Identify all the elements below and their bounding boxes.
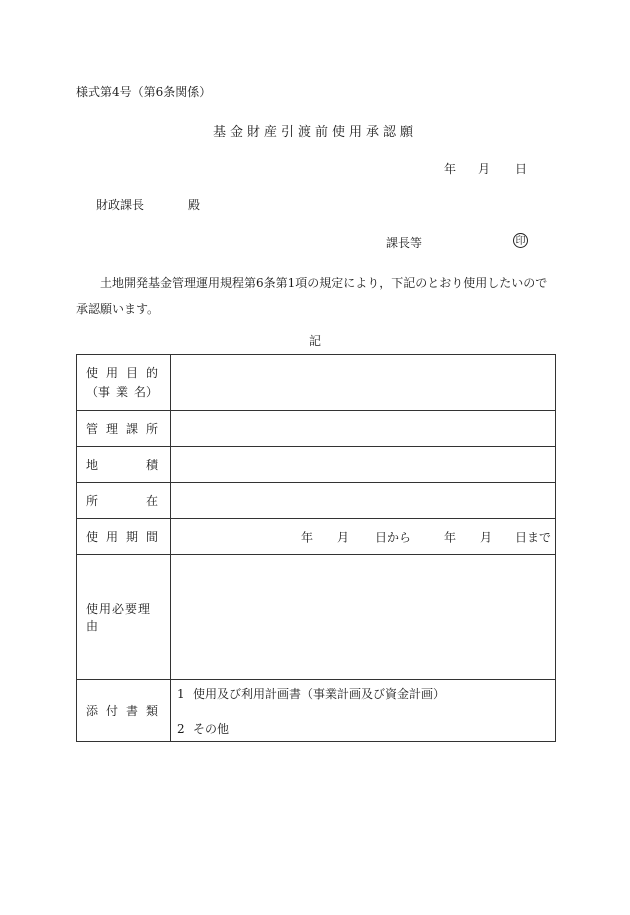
date-day: 日	[515, 162, 528, 176]
period-from-month: 月	[337, 530, 350, 544]
label-char: 課	[125, 422, 138, 436]
label-char: 間	[145, 530, 158, 544]
value-period[interactable]	[171, 519, 556, 555]
label-area	[77, 447, 171, 483]
detail-table	[76, 354, 556, 742]
label-char: 用	[105, 530, 118, 544]
row-location	[77, 483, 556, 519]
date-line	[444, 160, 527, 177]
row-dept	[77, 411, 556, 447]
label-char: 目	[125, 365, 138, 380]
value-reason[interactable]	[171, 555, 556, 680]
label-attachments	[77, 680, 171, 742]
label-char: 使	[86, 530, 99, 544]
value-purpose[interactable]	[171, 355, 556, 411]
row-purpose	[77, 355, 556, 411]
label-purpose-line1	[86, 364, 158, 383]
row-attachments	[77, 680, 556, 742]
value-location[interactable]	[171, 483, 556, 519]
label-char: 名）	[133, 384, 158, 399]
label-location	[77, 483, 171, 519]
label-purpose-line2	[86, 383, 158, 402]
value-attachments	[171, 680, 556, 742]
addressee-honorific: 殿	[188, 198, 201, 212]
value-dept[interactable]	[171, 411, 556, 447]
addressee-name: 財政課長	[96, 198, 145, 212]
attachment-text: 使用及び利用計画書（事業計画及び資金計画）	[193, 687, 446, 701]
document-title: 基金財産引渡前使用承認願	[212, 125, 417, 140]
form-number: 様式第4号（第6条関係）	[76, 85, 212, 99]
ki-heading: 記	[308, 334, 321, 348]
period-from-day: 日から	[375, 530, 412, 544]
label-char: 管	[86, 422, 99, 436]
period-to-year: 年	[444, 530, 457, 544]
label-char: 用	[105, 365, 118, 380]
attachment-num: 1	[177, 687, 185, 701]
label-reason	[77, 555, 171, 680]
attachment-item	[177, 720, 229, 737]
label-dept	[77, 411, 171, 447]
value-area[interactable]	[171, 447, 556, 483]
label-char: 理	[105, 422, 118, 436]
body-text: 土地開発基金管理運用規程第6条第1項の規定により，下記のとおり使用したいので承認願います。	[76, 276, 548, 316]
label-char: 所	[145, 422, 158, 436]
label-char: 使	[86, 365, 99, 380]
label-char: 類	[145, 704, 158, 718]
attachment-item	[177, 685, 445, 702]
row-reason	[77, 555, 556, 680]
label-char: 的	[145, 365, 158, 380]
period-to-month: 月	[480, 530, 493, 544]
attachment-text: その他	[193, 722, 230, 736]
seal-mark: 印	[513, 233, 528, 248]
addressee	[96, 196, 200, 213]
date-year: 年	[444, 162, 457, 176]
label-purpose	[77, 355, 171, 411]
label-char: 業	[115, 384, 128, 399]
label-period	[77, 519, 171, 555]
label-char: 積	[145, 458, 158, 472]
label-reason-text: 使用必要理由	[86, 602, 152, 633]
date-month: 月	[478, 162, 491, 176]
label-char: 在	[145, 494, 158, 508]
applicant-label: 課長等	[386, 236, 423, 250]
label-char: 期	[125, 530, 138, 544]
attachment-num: 2	[177, 722, 185, 736]
period-from-year: 年	[301, 530, 314, 544]
label-char: 所	[86, 494, 99, 508]
label-char: （事	[86, 384, 111, 399]
row-area	[77, 447, 556, 483]
label-char: 添	[86, 704, 99, 718]
label-char: 地	[86, 458, 99, 472]
period-to-day: 日まで	[515, 530, 552, 544]
label-char: 付	[105, 704, 118, 718]
row-period	[77, 519, 556, 555]
label-char: 書	[125, 704, 138, 718]
